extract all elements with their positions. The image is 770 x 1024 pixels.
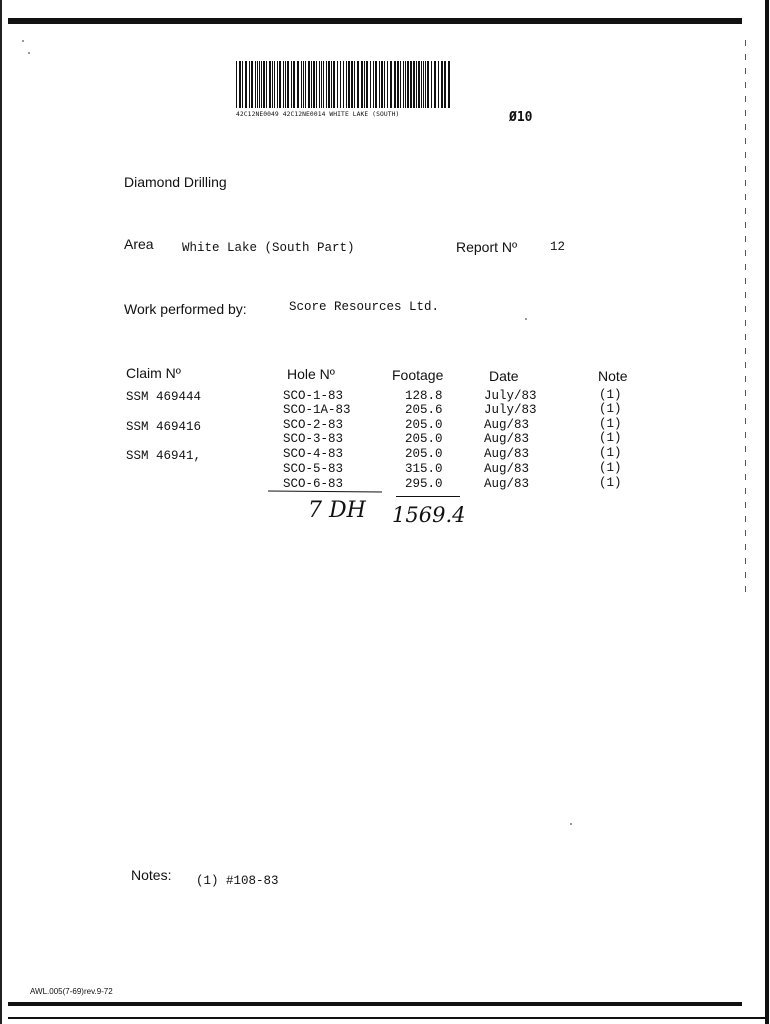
- claim-cell: SSM 469444: [126, 390, 202, 404]
- note-cell: (1): [599, 431, 622, 445]
- date-cell: Aug/83: [484, 477, 530, 491]
- date-cell: Aug/83: [484, 462, 530, 476]
- date-cell: Aug/83: [484, 432, 530, 446]
- scan-speck: [525, 318, 527, 320]
- footage-cell: 205.6: [405, 403, 443, 417]
- handwritten-footage-total: 1569.4: [392, 503, 466, 527]
- hole-cell: SCO-5-83: [283, 462, 344, 476]
- barcode-image: [235, 61, 451, 109]
- scan-speck: [22, 40, 24, 42]
- hole-cell: SCO-6-83: [283, 477, 344, 491]
- note-cell: (1): [599, 446, 622, 460]
- footage-total-underline: [396, 496, 460, 497]
- section-title: Diamond Drilling: [124, 174, 227, 190]
- page-border-top: [8, 18, 742, 24]
- report-label: Report Nº: [456, 239, 518, 255]
- barcode-caption: 42C12NE0049 42C12NE0014 WHITE LAKE (SOUTH): [236, 111, 400, 118]
- hole-cell: SCO-3-83: [283, 432, 344, 446]
- hole-cell: SCO-2-83: [283, 418, 344, 432]
- notes-value: (1) #108-83: [196, 874, 279, 888]
- work-value: Score Resources Ltd.: [289, 300, 440, 314]
- area-value: White Lake (South Part): [182, 241, 355, 255]
- claim-cell: SSM 469416: [126, 420, 202, 434]
- footage-cell: 295.0: [405, 477, 443, 491]
- note-cell: (1): [599, 417, 622, 431]
- scan-speck: [570, 823, 572, 825]
- handwritten-hole-total: 7 DH: [308, 498, 366, 523]
- note-cell: (1): [599, 461, 622, 475]
- form-code: AWL.005(7-69)rev.9-72: [30, 987, 113, 996]
- hole-cell: SCO-4-83: [283, 447, 344, 461]
- date-cell: July/83: [484, 389, 537, 403]
- date-cell: Aug/83: [484, 418, 530, 432]
- column-header-note: Note: [598, 368, 628, 384]
- footage-cell: 315.0: [405, 462, 443, 476]
- hole-cell: SCO-1-83: [283, 389, 344, 403]
- page-border-left: [0, 0, 2, 1024]
- page-border-right: [765, 0, 769, 1024]
- claim-cell: SSM 46941,: [126, 449, 202, 463]
- footage-cell: 205.0: [405, 447, 443, 461]
- margin-rule: [745, 40, 746, 600]
- date-cell: Aug/83: [484, 447, 530, 461]
- report-number: 12: [550, 240, 566, 254]
- footage-cell: 205.0: [405, 432, 443, 446]
- page-border-bottom-line: [8, 1017, 766, 1019]
- column-header-footage: Footage: [392, 367, 444, 383]
- hole-total-underline: [268, 491, 382, 493]
- footage-cell: 205.0: [405, 418, 443, 432]
- notes-label: Notes:: [131, 867, 172, 883]
- note-cell: (1): [599, 402, 622, 416]
- footage-cell: 128.8: [405, 389, 443, 403]
- document-code: Ø10: [509, 110, 533, 125]
- page-border-bottom: [8, 1002, 742, 1006]
- area-label: Area: [124, 236, 154, 252]
- date-cell: July/83: [484, 403, 537, 417]
- column-header-claim: Claim Nº: [126, 365, 181, 381]
- column-header-date: Date: [489, 368, 519, 384]
- work-label: Work performed by:: [124, 301, 247, 317]
- note-cell: (1): [599, 388, 622, 402]
- note-cell: (1): [599, 476, 622, 490]
- column-header-hole: Hole Nº: [287, 366, 335, 382]
- scan-speck: [28, 52, 30, 54]
- hole-cell: SCO-1A-83: [283, 403, 351, 417]
